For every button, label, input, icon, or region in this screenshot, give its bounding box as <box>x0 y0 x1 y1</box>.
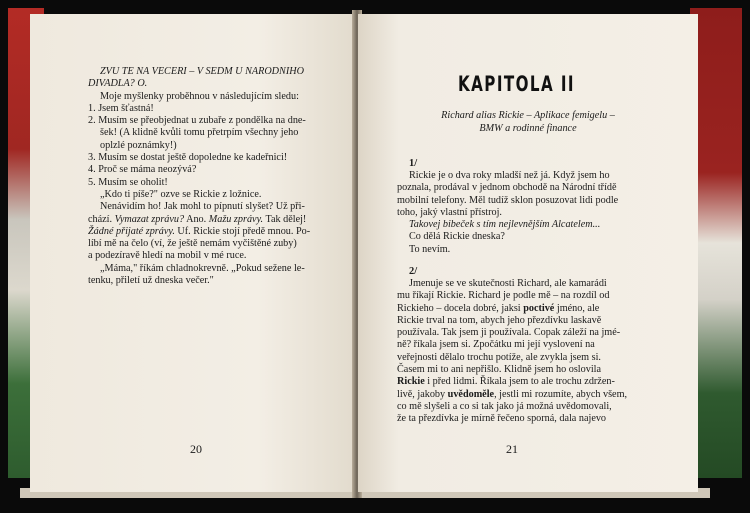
body-line: Jmenuje se ve skutečnosti Richard, ale kamarádi <box>409 278 607 289</box>
thought-list <box>88 103 310 189</box>
body-line-italic: Takovej bibeček s tím nejlevnějším Alcatelem... <box>409 219 601 231</box>
body-line: že ta přezdívka je mírně řečeno sporná, dala najevo <box>397 413 607 425</box>
body-line: toho, jaký vlastní přístroj. <box>397 206 502 218</box>
list-item: 5. Musím se oholit! <box>88 176 168 188</box>
body-line: mu říkají Rickie. Richard je podle mě – na rozdíl od <box>397 290 610 302</box>
dialogue-line: Žádné přijaté zprávy. Uf. Rickie stojí předě mnou. Po- <box>88 225 311 237</box>
body-line: používala. Tak jsem ji používala. Copak záleží na jmé- <box>397 327 621 339</box>
body-line: poznala, prodával v jednom obchodě na Národní třídě <box>397 182 617 194</box>
page-number-left: 20 <box>190 442 202 456</box>
text-message-line-2: DIVADLA? O. <box>88 78 148 90</box>
dialogue-line: tenku, přiletí už dneska večer." <box>88 275 214 287</box>
dialogue-line: chází. Vymazat zprávu? Ano. Mažu zprávy. Tak dělej! <box>88 213 307 225</box>
left-page-text <box>88 66 310 287</box>
list-item-continuation: oplzlé poznámky!) <box>100 139 177 151</box>
subtitle-line-2: BMW a rodinné finance <box>479 123 577 134</box>
left-page <box>30 14 357 492</box>
dialogue-line: „Máma," říkám chladnokrevně. „Pokud sežene le- <box>100 262 305 274</box>
section-1-text <box>397 170 618 256</box>
body-line: livě, jakoby uvědoměle, jestli mi rozumíte, abych všem, <box>397 388 628 400</box>
body-line: Co dělá Rickie dneska? <box>409 231 505 243</box>
section-1-label: 1/ <box>409 158 418 169</box>
page-number-right: 21 <box>506 442 518 456</box>
body-line: Rickie i před lidmi. Říkala jsem to ale trochu zdržen- <box>397 376 615 388</box>
dialogue-line: „Kdo ti píše?" ozve se Rickie z ložnice. <box>100 188 262 200</box>
body-line: ně? říkala jsem si. Zpočátku mi její vyslovení na <box>397 339 595 351</box>
text-message-line-1: ZVU TE NA VECERI – V SEDM U NARODNIHO <box>100 66 304 77</box>
intro-line: Moje myšlenky proběhnou v následujícím sledu: <box>100 90 299 102</box>
body-line: Časem mi to ani nepřišlo. Klidně jsem ho oslovila <box>397 364 602 376</box>
body-line: veřejnosti dělalo trochu potíže, ale zvykla jsem si. <box>397 351 601 363</box>
list-item: 4. Proč se máma neozývá? <box>88 164 197 176</box>
chapter-subtitle <box>378 109 678 135</box>
body-line: Rickie je o dva roky mladší než já. Když jsem ho <box>409 170 610 181</box>
body-line: co mě slyšeli a co si tak jako já možná uvědomovali, <box>397 400 612 412</box>
list-item: 1. Jsem šťastná! <box>88 102 154 114</box>
list-item: 2. Musím se přeobjednat u zubaře z pondělka na dne- <box>88 115 306 127</box>
subtitle-line-1: Richard alias Rickie – Aplikace femigelu – <box>441 110 615 121</box>
list-item: 3. Musím se dostat ještě dopoledne ke kadeřnici! <box>88 152 288 164</box>
section-2-text <box>397 278 627 426</box>
body-line: Rickie trval na tom, abych jeho přezdívku laskavě <box>397 314 602 326</box>
dialogue-line: a podezíravě hledí na mobil v mé ruce. <box>88 250 247 262</box>
chapter-title: KAPITOLA II <box>458 72 575 96</box>
section-2-label: 2/ <box>409 266 418 277</box>
dialogue-line: Nenávidím ho! Jak mohl to pípnutí slyšet? Už při- <box>100 201 305 213</box>
body-line: To nevím. <box>409 243 451 255</box>
right-page <box>358 14 698 492</box>
body-line: Rickieho – docela dobré, jaksi poctivé jméno, ale <box>397 302 600 314</box>
list-item-continuation: šek! (A klidně kvůli tomu přetrpím všechny jeho <box>100 127 299 139</box>
dialogue-line: líbí mě na čelo (ví, že ještě nemám vyčištěné zuby) <box>88 238 297 250</box>
body-line: mobilní telefony. Měl tudíž sklon posuzovat lidi podle <box>397 194 619 206</box>
